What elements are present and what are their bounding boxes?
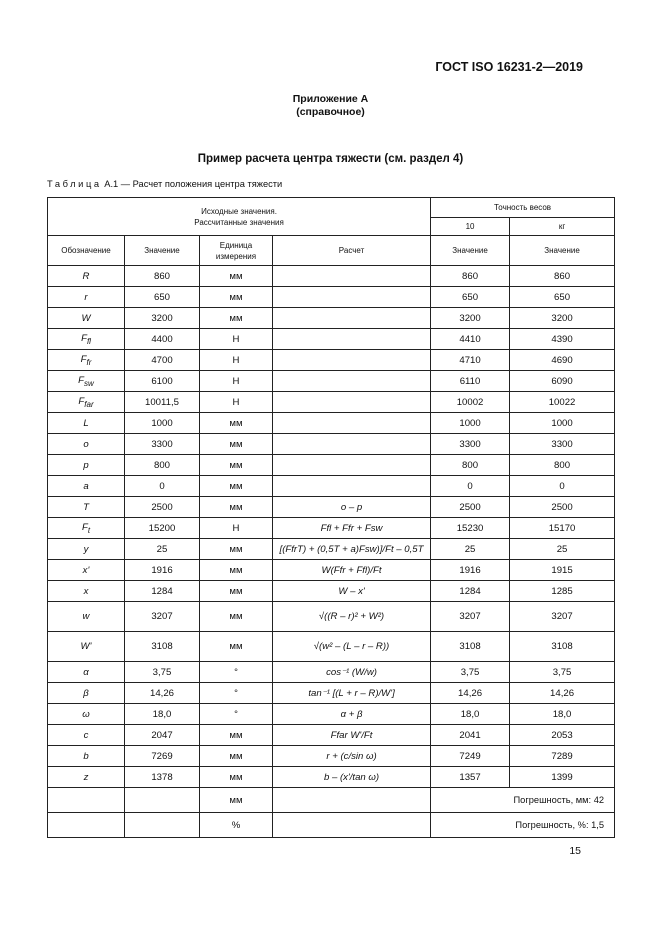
- unit-cell: мм: [200, 539, 273, 560]
- symbol-cell: [48, 581, 125, 602]
- symbol-text: c: [83, 729, 89, 741]
- table-row: [48, 602, 615, 632]
- symbol-cell: [48, 497, 125, 518]
- symbol-cell: [48, 662, 125, 683]
- table-row: [48, 308, 615, 329]
- calculation-cell: [273, 497, 431, 518]
- value-10kg-cell: 3200: [431, 308, 510, 329]
- symbol-cell: [48, 767, 125, 788]
- table-body: [48, 266, 615, 788]
- formula: Ffar W'/Ft: [330, 729, 373, 741]
- symbol-text: z: [83, 771, 89, 783]
- value-cell: 800: [125, 455, 200, 476]
- annex-subtitle: (справочное): [296, 106, 365, 118]
- symbol-cell: [48, 413, 125, 434]
- value-kg-cell: 10022: [510, 392, 615, 413]
- value-kg-cell: 3200: [510, 308, 615, 329]
- standard-number: ГОСТ ISO 16231-2—2019: [435, 60, 583, 74]
- unit-cell: мм: [200, 560, 273, 581]
- symbol-cell: [48, 392, 125, 413]
- calculation-cell: [273, 725, 431, 746]
- value-10kg-cell: 14,26: [431, 683, 510, 704]
- value-kg-cell: 3108: [510, 632, 615, 662]
- symbol-text: y: [83, 543, 89, 555]
- value-10kg-cell: 3300: [431, 434, 510, 455]
- value-10kg-cell: 15230: [431, 518, 510, 539]
- unit-cell: Н: [200, 350, 273, 371]
- formula: cos⁻¹ (W/w): [326, 666, 377, 678]
- value-cell: 860: [125, 266, 200, 287]
- symbol-cell: [48, 746, 125, 767]
- unit-cell: °: [200, 683, 273, 704]
- symbol-text: R: [82, 270, 90, 282]
- value-kg-cell: 2500: [510, 497, 615, 518]
- symbol-cell: [48, 602, 125, 632]
- table-row: [48, 287, 615, 308]
- calculation-cell: [273, 746, 431, 767]
- formula: b – (x'/tan ω): [323, 771, 380, 783]
- value-kg-cell: 1915: [510, 560, 615, 581]
- value-10kg-cell: 3108: [431, 632, 510, 662]
- value-cell: 2047: [125, 725, 200, 746]
- value-cell: 10011,5: [125, 392, 200, 413]
- formula: tan⁻¹ [(L + r – R)/W']: [308, 687, 395, 699]
- unit-cell: мм: [200, 476, 273, 497]
- table-row: [48, 725, 615, 746]
- formula: α + β: [340, 708, 363, 720]
- value-10kg-cell: 4710: [431, 350, 510, 371]
- value-cell: 18,0: [125, 704, 200, 725]
- value-kg-cell: 3,75: [510, 662, 615, 683]
- value-cell: 2500: [125, 497, 200, 518]
- symbol-text: W': [80, 641, 92, 652]
- header-group-accuracy: Точность весов: [431, 198, 615, 218]
- symbol-cell: [48, 476, 125, 497]
- annex-title: Приложение А: [292, 93, 369, 105]
- table-row: [48, 434, 615, 455]
- calculation-cell: [273, 476, 431, 497]
- value-kg-cell: 18,0: [510, 704, 615, 725]
- table-row: [48, 266, 615, 287]
- value-kg-cell: 3300: [510, 434, 615, 455]
- value-10kg-cell: 2041: [431, 725, 510, 746]
- value-kg-cell: 7289: [510, 746, 615, 767]
- cog-calculation-table: [47, 197, 615, 838]
- unit-cell: Н: [200, 329, 273, 350]
- table-row: [48, 497, 615, 518]
- symbol-text: x: [83, 585, 89, 597]
- table-row: [48, 350, 615, 371]
- value-10kg-cell: 3207: [431, 602, 510, 632]
- table-row: [48, 632, 615, 662]
- formula: [(FfrT) + (0,5T + a)Fsw)]/Ft – 0,5T: [279, 543, 424, 555]
- value-10kg-cell: 10002: [431, 392, 510, 413]
- value-kg-cell: 860: [510, 266, 615, 287]
- symbol-cell: [48, 308, 125, 329]
- table-row: [48, 581, 615, 602]
- value-10kg-cell: 25: [431, 539, 510, 560]
- symbol-text: α: [83, 666, 89, 678]
- value-cell: 1000: [125, 413, 200, 434]
- header-accuracy-value: 10: [431, 218, 510, 236]
- column-header: Значение: [510, 236, 615, 266]
- value-10kg-cell: 1916: [431, 560, 510, 581]
- formula: √(w² – (L – r – R)): [313, 641, 390, 652]
- value-kg-cell: 0: [510, 476, 615, 497]
- unit-cell: мм: [200, 746, 273, 767]
- value-cell: 25: [125, 539, 200, 560]
- value-10kg-cell: 4410: [431, 329, 510, 350]
- calculation-cell: [273, 392, 431, 413]
- column-header: Значение: [125, 236, 200, 266]
- column-header: Единица измерения: [200, 236, 273, 266]
- unit-cell: мм: [200, 308, 273, 329]
- value-kg-cell: 4690: [510, 350, 615, 371]
- value-10kg-cell: 1357: [431, 767, 510, 788]
- symbol-subscript: far: [84, 399, 94, 409]
- symbol-text: F: [81, 332, 87, 344]
- empty-cell: [125, 813, 200, 838]
- symbol-text: a: [83, 480, 89, 492]
- unit-cell: мм: [200, 434, 273, 455]
- calculation-cell: [273, 602, 431, 632]
- symbol-cell: [48, 434, 125, 455]
- symbol-subscript: fl: [86, 336, 91, 346]
- calculation-cell: [273, 371, 431, 392]
- value-cell: 1916: [125, 560, 200, 581]
- symbol-cell: [48, 539, 125, 560]
- empty-cell: [273, 813, 431, 838]
- symbol-cell: [48, 455, 125, 476]
- value-cell: 0: [125, 476, 200, 497]
- error-unit: мм: [200, 788, 273, 813]
- column-header: Значение: [431, 236, 510, 266]
- value-10kg-cell: 18,0: [431, 704, 510, 725]
- calculation-cell: [273, 767, 431, 788]
- symbol-text: F: [78, 374, 85, 386]
- table-row: [48, 518, 615, 539]
- value-cell: 3300: [125, 434, 200, 455]
- value-kg-cell: 25: [510, 539, 615, 560]
- table-row: [48, 413, 615, 434]
- unit-cell: мм: [200, 455, 273, 476]
- value-10kg-cell: 650: [431, 287, 510, 308]
- value-10kg-cell: 2500: [431, 497, 510, 518]
- formula: W(Ffr + Ffl)/Ft: [321, 564, 382, 576]
- formula: √((R – r)² + W²): [318, 611, 385, 622]
- empty-cell: [273, 788, 431, 813]
- table-row: [48, 767, 615, 788]
- value-cell: 1284: [125, 581, 200, 602]
- symbol-subscript: t: [87, 525, 91, 535]
- value-kg-cell: 1399: [510, 767, 615, 788]
- calculation-cell: [273, 350, 431, 371]
- calculation-cell: [273, 704, 431, 725]
- formula: Ffl + Ffr + Fsw: [320, 522, 383, 534]
- value-kg-cell: 1000: [510, 413, 615, 434]
- header-group-inputs-line1: Исходные значения.: [201, 206, 277, 216]
- table-row: [48, 455, 615, 476]
- symbol-cell: [48, 725, 125, 746]
- symbol-text: b: [83, 750, 89, 762]
- symbol-text: w: [82, 611, 90, 622]
- symbol-cell: [48, 632, 125, 662]
- value-10kg-cell: 800: [431, 455, 510, 476]
- table-row: [48, 371, 615, 392]
- header-group-inputs-line2: Рассчитанные значения: [194, 217, 284, 227]
- table-row: [48, 392, 615, 413]
- symbol-cell: [48, 704, 125, 725]
- value-cell: 4400: [125, 329, 200, 350]
- header-accuracy-unit: кг: [510, 218, 615, 236]
- unit-cell: мм: [200, 602, 273, 632]
- table-row: [48, 539, 615, 560]
- empty-cell: [48, 813, 125, 838]
- column-header: Обозначение: [48, 236, 125, 266]
- unit-cell: °: [200, 704, 273, 725]
- value-kg-cell: 800: [510, 455, 615, 476]
- value-cell: 650: [125, 287, 200, 308]
- value-cell: 3200: [125, 308, 200, 329]
- table-row: [48, 704, 615, 725]
- value-10kg-cell: 1284: [431, 581, 510, 602]
- calculation-cell: [273, 266, 431, 287]
- page-number: 15: [569, 845, 581, 857]
- symbol-cell: [48, 350, 125, 371]
- calculation-cell: [273, 560, 431, 581]
- error-note: Погрешность, %: 1,5: [431, 813, 615, 838]
- column-header: Расчет: [273, 236, 431, 266]
- empty-cell: [125, 788, 200, 813]
- value-kg-cell: 6090: [510, 371, 615, 392]
- calculation-cell: [273, 632, 431, 662]
- error-note: Погрешность, мм: 42: [431, 788, 615, 813]
- symbol-text: F: [81, 521, 88, 533]
- unit-cell: мм: [200, 632, 273, 662]
- annex-title-block: [0, 93, 661, 119]
- table-caption-text: А.1 — Расчет положения центра тяжести: [104, 179, 283, 189]
- unit-cell: мм: [200, 266, 273, 287]
- symbol-text: F: [80, 353, 87, 365]
- value-cell: 14,26: [125, 683, 200, 704]
- formula: r + (c/sin ω): [326, 750, 377, 762]
- calculation-cell: [273, 434, 431, 455]
- calculation-cell: [273, 455, 431, 476]
- calculation-cell: [273, 329, 431, 350]
- unit-cell: мм: [200, 497, 273, 518]
- section-heading: Пример расчета центра тяжести (см. раздел 4): [197, 153, 464, 165]
- value-cell: 3,75: [125, 662, 200, 683]
- error-unit: %: [200, 813, 273, 838]
- symbol-text: L: [83, 417, 89, 429]
- value-cell: 1378: [125, 767, 200, 788]
- unit-cell: Н: [200, 518, 273, 539]
- header-group-inputs: [48, 198, 431, 236]
- value-kg-cell: 1285: [510, 581, 615, 602]
- table-row: [48, 476, 615, 497]
- calculation-cell: [273, 287, 431, 308]
- symbol-text: W: [81, 312, 91, 324]
- symbol-cell: [48, 683, 125, 704]
- symbol-cell: [48, 371, 125, 392]
- symbol-cell: [48, 329, 125, 350]
- value-cell: 3108: [125, 632, 200, 662]
- table-caption: [47, 179, 282, 189]
- table-row: [48, 746, 615, 767]
- symbol-cell: [48, 518, 125, 539]
- symbol-cell: [48, 287, 125, 308]
- value-10kg-cell: 7249: [431, 746, 510, 767]
- calculation-cell: [273, 413, 431, 434]
- calculation-cell: [273, 518, 431, 539]
- calculation-cell: [273, 581, 431, 602]
- calculation-cell: [273, 308, 431, 329]
- value-kg-cell: 2053: [510, 725, 615, 746]
- unit-cell: мм: [200, 725, 273, 746]
- symbol-text: ω: [82, 708, 90, 720]
- symbol-text: o: [83, 438, 89, 450]
- value-10kg-cell: 0: [431, 476, 510, 497]
- calculation-cell: [273, 539, 431, 560]
- table-row: [48, 662, 615, 683]
- symbol-subscript: fr: [86, 357, 92, 367]
- formula: o – p: [340, 501, 363, 513]
- calculation-cell: [273, 683, 431, 704]
- value-kg-cell: 14,26: [510, 683, 615, 704]
- value-10kg-cell: 860: [431, 266, 510, 287]
- value-cell: 15200: [125, 518, 200, 539]
- symbol-subscript: sw: [84, 378, 94, 388]
- table-row: [48, 329, 615, 350]
- unit-cell: мм: [200, 581, 273, 602]
- value-kg-cell: 650: [510, 287, 615, 308]
- symbol-cell: [48, 266, 125, 287]
- unit-cell: Н: [200, 392, 273, 413]
- symbol-text: x': [82, 564, 90, 576]
- calculation-cell: [273, 662, 431, 683]
- value-kg-cell: 4390: [510, 329, 615, 350]
- symbol-cell: [48, 560, 125, 581]
- unit-cell: мм: [200, 413, 273, 434]
- symbol-text: T: [83, 501, 89, 513]
- formula: W – x': [338, 585, 365, 597]
- unit-cell: °: [200, 662, 273, 683]
- unit-cell: мм: [200, 287, 273, 308]
- table-row: [48, 683, 615, 704]
- value-10kg-cell: 6110: [431, 371, 510, 392]
- value-cell: 4700: [125, 350, 200, 371]
- value-kg-cell: 15170: [510, 518, 615, 539]
- symbol-text: p: [83, 459, 89, 471]
- value-10kg-cell: 1000: [431, 413, 510, 434]
- symbol-text: F: [78, 395, 85, 407]
- value-cell: 6100: [125, 371, 200, 392]
- symbol-text: r: [84, 291, 88, 303]
- value-kg-cell: 3207: [510, 602, 615, 632]
- symbol-text: β: [83, 687, 89, 699]
- table-row: [48, 560, 615, 581]
- table-caption-label: Таблица: [47, 179, 102, 189]
- unit-cell: мм: [200, 767, 273, 788]
- value-cell: 7269: [125, 746, 200, 767]
- unit-cell: Н: [200, 371, 273, 392]
- empty-cell: [48, 788, 125, 813]
- value-cell: 3207: [125, 602, 200, 632]
- value-10kg-cell: 3,75: [431, 662, 510, 683]
